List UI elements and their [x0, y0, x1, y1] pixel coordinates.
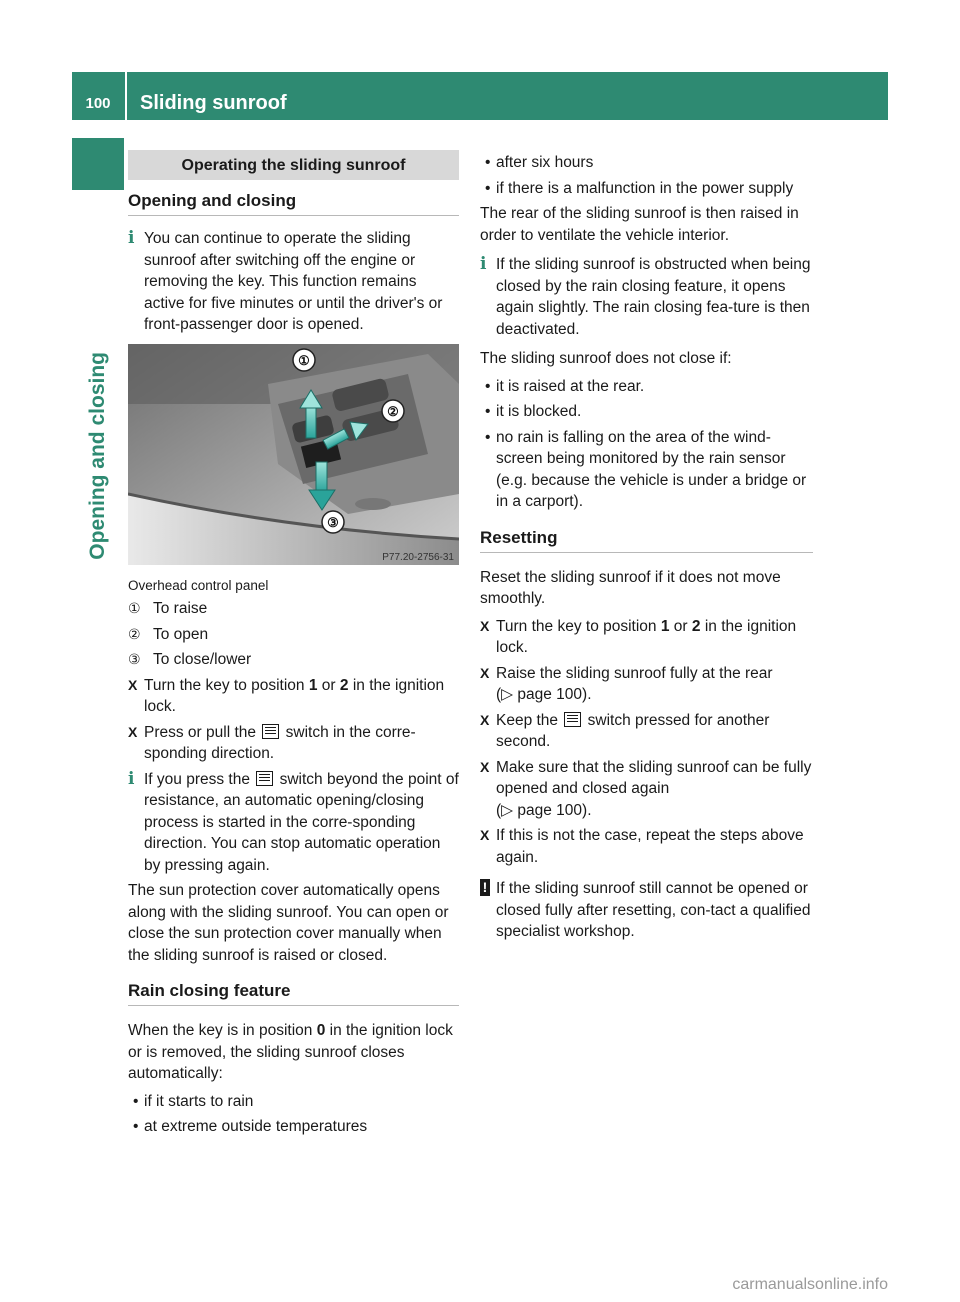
step-item — [128, 722, 459, 765]
subheading-opening-closing: Opening and closing — [128, 190, 459, 216]
paragraph-rear-raised: The rear of the sliding sunroof is then raised in order to ventilate the vehicle interior. — [480, 205, 799, 244]
legend-number: ② — [128, 625, 141, 642]
warning-icon: ! — [480, 879, 490, 896]
step-marker: X — [480, 711, 490, 728]
info-note — [480, 254, 813, 340]
info-icon: i — [128, 228, 135, 248]
bullet-item — [480, 152, 813, 174]
callout-1 — [293, 349, 315, 371]
key-position: 1 — [660, 617, 670, 635]
key-position: 2 — [691, 617, 701, 635]
left-column — [128, 150, 459, 1142]
step-text: Press or pull the — [144, 723, 261, 741]
info-text: If the sliding sunroof is obstructed when being closed by the rain closing feature, it opens again slightly. The rain closing fea-ture is then deactivated. — [496, 256, 811, 338]
info-text: You can continue to operate the sliding sunroof after switching off the engine or removing the key. This function remains active for five minutes or until the driver's or front-passenger door is opened. — [144, 230, 443, 333]
info-icon: i — [128, 768, 135, 789]
info-note — [128, 769, 459, 877]
step-text: Make sure that the sliding sunroof can be fully opened and closed again — [496, 758, 812, 797]
step-text: or — [317, 676, 340, 694]
switch-icon — [256, 771, 273, 786]
page-header-title: Sliding sunroof — [140, 92, 287, 114]
info-text: switch beyond the point of resistance, an automatic opening/closing process is started in the corre-sponding direction. You can stop automatic operation by pressing again. — [144, 770, 459, 874]
step-item — [480, 663, 813, 706]
paragraph-sun-protection: The sun protection cover automatically opens along with the sliding sunroof. You can open or close the sun protection cover manually when the sliding sunroof is raised or closed. — [128, 882, 449, 964]
paragraph-not-close: The sliding sunroof does not close if: — [480, 350, 732, 367]
step-text: Keep the — [496, 711, 563, 729]
callout-2 — [382, 400, 404, 422]
legend-text: To open — [153, 625, 209, 643]
key-position: 1 — [308, 676, 318, 694]
warning-text: If the sliding sunroof still cannot be opened or closed fully after resetting, con-tact a qualified specialist workshop. — [496, 880, 811, 940]
legend-number: ③ — [128, 651, 141, 667]
step-marker: X — [480, 617, 490, 634]
svg-text:②: ② — [387, 403, 399, 419]
switch-icon — [564, 712, 581, 727]
bullet-text: it is blocked. — [496, 403, 582, 420]
bullet-marker: • — [485, 403, 491, 420]
right-column — [480, 152, 813, 947]
bullet-item — [128, 1091, 459, 1113]
bullet-item — [480, 401, 813, 423]
step-text: switch pressed for another second. — [496, 711, 770, 750]
key-position: 2 — [339, 676, 349, 694]
sidebar-tab — [72, 200, 124, 560]
rain-text: When the key is in position — [128, 1022, 317, 1039]
bullet-text: no rain is falling on the area of the wind-screen being monitored by the rain sensor (e.g. because the vehicle is under a bridge or in a carport). — [496, 428, 807, 510]
watermark: carmanualsonline.info — [732, 1276, 888, 1293]
bullet-text: it is raised at the rear. — [496, 377, 645, 395]
subheading-resetting: Resetting — [480, 527, 813, 553]
warning-note — [480, 878, 813, 943]
overhead-control-panel-photo — [128, 344, 459, 565]
key-position: 0 — [316, 1022, 326, 1039]
step-item — [480, 757, 813, 822]
step-marker: X — [480, 758, 490, 775]
bullet-item — [480, 376, 813, 398]
info-text: If you press the — [144, 770, 255, 788]
subheading-rain-closing: Rain closing feature — [128, 980, 459, 1006]
bullet-item — [128, 1116, 459, 1138]
step-text: Turn the key to position — [144, 676, 309, 694]
bullet-marker: • — [133, 1118, 139, 1135]
step-text: in the ignition lock. — [144, 676, 445, 715]
bullet-item — [480, 427, 813, 513]
bullet-text: if it starts to rain — [144, 1092, 254, 1110]
page-reference-link[interactable]: (▷ page 100). — [496, 686, 592, 703]
legend-item — [128, 649, 459, 671]
info-icon: i — [480, 254, 487, 274]
step-text: or — [669, 617, 692, 635]
info-note — [128, 228, 459, 336]
figure-code: P77.20-2756-31 — [382, 551, 454, 563]
bullet-marker: • — [485, 154, 491, 171]
callout-3 — [322, 511, 344, 533]
step-text: Raise the sliding sunroof fully at the rear — [496, 664, 773, 682]
step-marker: X — [480, 827, 490, 843]
legend-item — [128, 598, 459, 620]
svg-text:①: ① — [298, 352, 310, 368]
step-marker: X — [480, 664, 490, 681]
step-item — [480, 825, 813, 868]
step-text: If this is not the case, repeat the steps above again. — [496, 827, 804, 866]
svg-text:③: ③ — [327, 514, 339, 530]
bullet-item — [480, 178, 813, 200]
bullet-marker: • — [485, 179, 491, 197]
switch-icon — [262, 724, 279, 739]
section-heading: Operating the sliding sunroof — [128, 150, 459, 180]
bullet-text: after six hours — [496, 154, 594, 171]
legend-text: To raise — [153, 600, 208, 617]
legend-text: To close/lower — [153, 651, 252, 668]
paragraph-rain — [128, 1020, 459, 1085]
page-reference-link[interactable]: (▷ page 100). — [496, 801, 592, 819]
step-item — [128, 675, 459, 718]
page-number: 100 — [85, 95, 111, 112]
step-item — [480, 616, 813, 659]
sidebar-chapter-label: Opening and closing — [86, 352, 109, 560]
step-text: in the ignition lock. — [496, 617, 797, 656]
legend-number: ① — [128, 600, 141, 616]
bullet-marker: • — [133, 1092, 139, 1110]
bullet-marker: • — [485, 428, 491, 446]
bullet-text: at extreme outside temperatures — [144, 1118, 368, 1135]
step-text: Turn the key to position — [496, 617, 661, 635]
paragraph-reset-intro: Reset the sliding sunroof if it does not move smoothly. — [480, 568, 781, 607]
figure-caption: Overhead control panel — [128, 577, 269, 593]
bullet-text: if there is a malfunction in the power supply — [496, 179, 794, 197]
bullet-marker: • — [485, 377, 491, 395]
legend-item — [128, 624, 459, 646]
step-item — [480, 710, 813, 753]
sidebar-marker — [72, 138, 124, 190]
step-text: switch in the corre-sponding direction. — [144, 723, 416, 762]
step-marker: X — [128, 723, 138, 740]
step-marker: X — [128, 676, 138, 693]
header-divider — [125, 72, 127, 120]
rain-text: in the ignition lock or is removed, the sliding sunroof closes automatically: — [128, 1022, 453, 1082]
